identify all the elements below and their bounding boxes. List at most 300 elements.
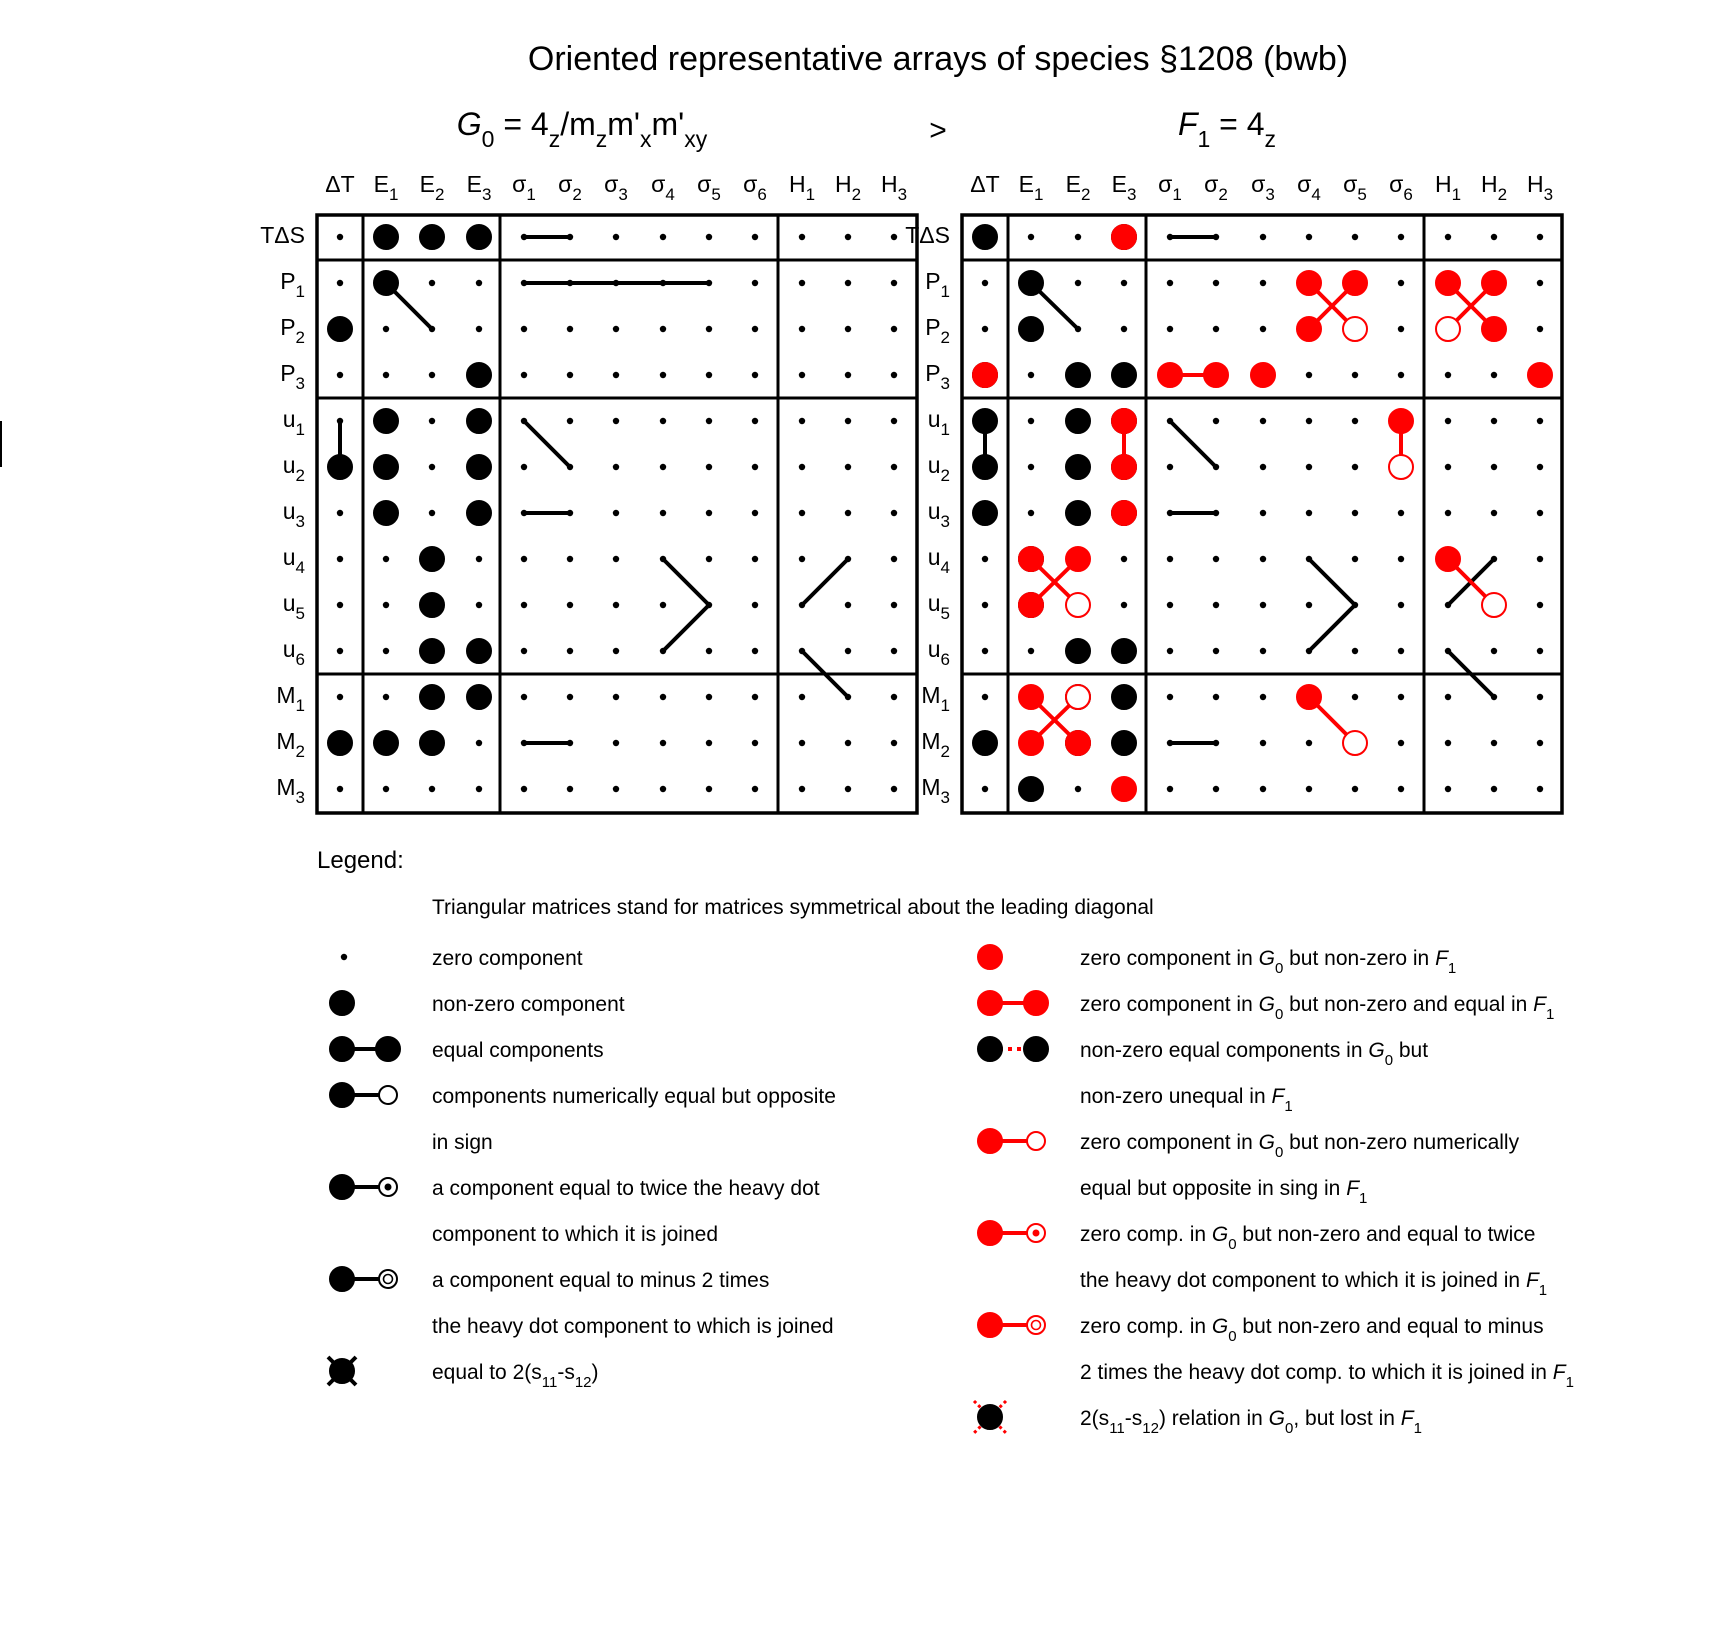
zero-component bbox=[1260, 510, 1266, 516]
zero-component bbox=[567, 740, 573, 746]
text-run: G bbox=[1268, 1407, 1286, 1430]
text-run: H bbox=[834, 171, 852, 197]
zero-component bbox=[799, 234, 805, 240]
text-run: F bbox=[1177, 106, 1198, 142]
text-run: zero component bbox=[432, 947, 583, 970]
subscript: 1 bbox=[295, 282, 305, 301]
legend-heading bbox=[317, 847, 404, 874]
subscript: 3 bbox=[1543, 185, 1554, 204]
subscript: 3 bbox=[940, 788, 950, 807]
legend-dot-symbol bbox=[978, 1129, 1002, 1153]
zero-component bbox=[1398, 556, 1404, 562]
subscript: 0 bbox=[1274, 1006, 1284, 1023]
zero-component bbox=[521, 602, 527, 608]
zero-component bbox=[1352, 648, 1358, 654]
zero-component bbox=[1213, 602, 1219, 608]
zero-component bbox=[1398, 280, 1404, 286]
non-zero-component bbox=[374, 731, 398, 755]
legend-item bbox=[330, 1083, 836, 1154]
zero-component bbox=[1167, 648, 1173, 654]
zero-component bbox=[337, 602, 343, 608]
text-run: zero comp. in bbox=[1080, 1315, 1212, 1338]
subscript: 2 bbox=[295, 328, 305, 347]
zero-component bbox=[1491, 464, 1497, 470]
zero-component bbox=[799, 648, 805, 654]
zero-component bbox=[845, 602, 851, 608]
text-run: F bbox=[1271, 1085, 1285, 1108]
text-run: H bbox=[1480, 171, 1498, 197]
zero-component bbox=[891, 648, 897, 654]
zero-component bbox=[891, 602, 897, 608]
subscript: 1 bbox=[940, 282, 950, 301]
row-label bbox=[921, 774, 950, 807]
column-label bbox=[881, 171, 907, 204]
red-component bbox=[1297, 271, 1321, 295]
text-run: u bbox=[282, 590, 296, 616]
red-component bbox=[1389, 409, 1413, 433]
subscript: 1 bbox=[940, 420, 950, 439]
zero-component bbox=[1445, 740, 1451, 746]
matrix-heading-g0 bbox=[457, 106, 708, 152]
legend-text bbox=[432, 947, 583, 970]
zero-component bbox=[660, 648, 666, 654]
zero-component bbox=[337, 556, 343, 562]
text-run: a component equal to minus 2 times bbox=[432, 1269, 770, 1292]
non-zero-component bbox=[420, 639, 444, 663]
text-run: E bbox=[419, 171, 435, 197]
zero-component bbox=[1352, 786, 1358, 792]
subscript: 3 bbox=[295, 374, 305, 393]
zero-component bbox=[476, 556, 482, 562]
red-component bbox=[1482, 271, 1506, 295]
zero-component bbox=[706, 464, 712, 470]
legend-item bbox=[341, 947, 583, 970]
zero-component bbox=[891, 556, 897, 562]
red-opposite-component bbox=[1436, 317, 1460, 341]
zero-component bbox=[1537, 602, 1543, 608]
non-zero-component bbox=[1066, 501, 1090, 525]
text-run: but non-zero numerically bbox=[1283, 1131, 1520, 1154]
legend-dot-symbol bbox=[978, 1313, 1002, 1337]
row-label bbox=[276, 682, 305, 715]
legend-note bbox=[432, 896, 1154, 919]
zero-component bbox=[337, 694, 343, 700]
row-label bbox=[928, 498, 950, 531]
subscript: 1 bbox=[1359, 1190, 1368, 1207]
subscript: 3 bbox=[1265, 185, 1275, 204]
subscript: x bbox=[640, 126, 652, 152]
zero-component bbox=[799, 694, 805, 700]
legend-item bbox=[330, 1267, 834, 1338]
zero-component bbox=[429, 510, 435, 516]
legend-hollow-symbol bbox=[1027, 1132, 1045, 1150]
zero-component bbox=[613, 740, 619, 746]
legend-text bbox=[1080, 1223, 1535, 1253]
red-component bbox=[1251, 363, 1275, 387]
zero-component bbox=[1306, 786, 1312, 792]
non-zero-component bbox=[374, 409, 398, 433]
red-component bbox=[1112, 777, 1136, 801]
zero-component bbox=[1398, 234, 1404, 240]
zero-component bbox=[1213, 280, 1219, 286]
text-run: Legend: bbox=[317, 847, 404, 874]
row-label bbox=[283, 452, 305, 485]
red-equal-component bbox=[1204, 363, 1228, 387]
zero-component bbox=[1398, 602, 1404, 608]
column-label bbox=[467, 171, 492, 204]
zero-component bbox=[337, 648, 343, 654]
text-run: H bbox=[1526, 171, 1544, 197]
zero-component bbox=[706, 556, 712, 562]
column-label bbox=[1297, 171, 1321, 204]
equal-components-link bbox=[1170, 421, 1216, 467]
legend-text bbox=[432, 993, 625, 1016]
zero-component bbox=[660, 556, 666, 562]
zero-component bbox=[1306, 234, 1312, 240]
non-zero-component bbox=[1066, 363, 1090, 387]
subscript: 4 bbox=[1311, 185, 1321, 204]
zero-component bbox=[567, 648, 573, 654]
text-run: σ bbox=[651, 171, 666, 197]
zero-component bbox=[752, 464, 758, 470]
zero-component bbox=[799, 464, 805, 470]
zero-component bbox=[752, 786, 758, 792]
legend-text bbox=[432, 1039, 604, 1062]
zero-component bbox=[1352, 234, 1358, 240]
zero-component bbox=[521, 326, 527, 332]
zero-component bbox=[845, 510, 851, 516]
column-label bbox=[651, 171, 675, 204]
zero-component bbox=[1445, 694, 1451, 700]
subscript: 0 bbox=[1384, 1052, 1394, 1069]
subscript: z bbox=[595, 126, 608, 152]
zero-component bbox=[1398, 510, 1404, 516]
subscript: 1 bbox=[526, 185, 536, 204]
text-run: E bbox=[1065, 171, 1081, 197]
zero-component bbox=[476, 602, 482, 608]
zero-component bbox=[1167, 510, 1173, 516]
subscript: 5 bbox=[940, 604, 950, 623]
text-run: G bbox=[1368, 1039, 1385, 1062]
subscript: 2 bbox=[940, 742, 950, 761]
red-component bbox=[1436, 271, 1460, 295]
zero-component bbox=[429, 280, 435, 286]
text-run: E bbox=[1111, 171, 1127, 197]
zero-component bbox=[891, 234, 897, 240]
column-label bbox=[1435, 171, 1461, 204]
subscript: 1 bbox=[1565, 1374, 1574, 1391]
zero-component bbox=[982, 786, 988, 792]
text-run: M bbox=[276, 774, 296, 800]
text-run: σ bbox=[512, 171, 527, 197]
subscript: 2 bbox=[1218, 185, 1228, 204]
zero-component bbox=[660, 602, 666, 608]
legend-cross-dot bbox=[978, 1405, 1002, 1429]
subscript: 5 bbox=[295, 604, 305, 623]
zero-component bbox=[613, 418, 619, 424]
subscript: 6 bbox=[940, 650, 950, 669]
text-run: ) bbox=[591, 1361, 599, 1384]
subscript: z bbox=[548, 126, 561, 152]
subscript: 12 bbox=[1142, 1420, 1159, 1437]
subscript: 4 bbox=[665, 185, 675, 204]
zero-component bbox=[1491, 556, 1497, 562]
text-run: P bbox=[280, 314, 296, 340]
red-component bbox=[1019, 685, 1043, 709]
zero-component bbox=[660, 740, 666, 746]
zero-component bbox=[567, 510, 573, 516]
zero-component bbox=[1075, 280, 1081, 286]
zero-component bbox=[706, 372, 712, 378]
subscript: 1 bbox=[940, 696, 950, 715]
zero-component bbox=[1167, 464, 1173, 470]
row-label bbox=[283, 590, 305, 623]
subscript: 0 bbox=[1285, 1420, 1294, 1437]
zero-component bbox=[521, 740, 527, 746]
zero-component bbox=[1167, 234, 1173, 240]
zero-component bbox=[337, 372, 343, 378]
zero-component bbox=[706, 648, 712, 654]
legend-dot-symbol bbox=[978, 1037, 1002, 1061]
zero-component bbox=[1167, 602, 1173, 608]
text-run: F bbox=[1435, 947, 1448, 970]
zero-component bbox=[752, 234, 758, 240]
red-opposite-component bbox=[1343, 317, 1367, 341]
zero-component bbox=[1537, 740, 1543, 746]
zero-component bbox=[1213, 326, 1219, 332]
subscript: 0 bbox=[1274, 960, 1284, 977]
non-zero-component bbox=[1112, 731, 1136, 755]
non-zero-component bbox=[973, 409, 997, 433]
zero-component bbox=[1260, 786, 1266, 792]
text-run: Triangular matrices stand for matrices symmetrical about the leading diagonal bbox=[432, 896, 1154, 919]
non-zero-component bbox=[328, 455, 352, 479]
zero-component bbox=[660, 234, 666, 240]
text-run: P bbox=[925, 314, 941, 340]
zero-component bbox=[891, 510, 897, 516]
text-run: TΔS bbox=[260, 222, 305, 248]
legend-inner-dot bbox=[385, 1184, 392, 1191]
zero-component bbox=[1491, 740, 1497, 746]
column-label bbox=[1481, 171, 1507, 204]
zero-component bbox=[1537, 464, 1543, 470]
text-run: equal but opposite in sing in bbox=[1080, 1177, 1347, 1200]
row-label bbox=[280, 314, 305, 347]
subscript: 1 bbox=[295, 420, 305, 439]
zero-component bbox=[1398, 740, 1404, 746]
column-label bbox=[558, 171, 582, 204]
subscript: 1 bbox=[1284, 1098, 1293, 1115]
equal-components-link bbox=[802, 559, 848, 605]
zero-component bbox=[1445, 648, 1451, 654]
subscript: 0 bbox=[1274, 1144, 1284, 1161]
zero-component bbox=[660, 464, 666, 470]
zero-component bbox=[1306, 510, 1312, 516]
legend-text bbox=[432, 1223, 718, 1246]
red-opposite-component bbox=[1343, 731, 1367, 755]
red-opposite-component bbox=[1389, 455, 1413, 479]
column-label bbox=[1158, 171, 1182, 204]
non-zero-component bbox=[374, 225, 398, 249]
text-run: u bbox=[927, 452, 941, 478]
zero-component bbox=[845, 694, 851, 700]
non-zero-component bbox=[374, 501, 398, 525]
text-run: u bbox=[927, 544, 941, 570]
text-run: the heavy dot component to which is joined bbox=[432, 1315, 834, 1338]
zero-component bbox=[613, 234, 619, 240]
legend-item bbox=[330, 1175, 820, 1246]
text-run: G bbox=[1258, 1131, 1275, 1154]
red-equal-component bbox=[1112, 455, 1136, 479]
text-run: u bbox=[927, 406, 941, 432]
zero-component bbox=[383, 372, 389, 378]
zero-component bbox=[1260, 464, 1266, 470]
red-component bbox=[1066, 547, 1090, 571]
legend-text bbox=[432, 1315, 834, 1338]
zero-component bbox=[1398, 786, 1404, 792]
text-run: -s bbox=[1124, 1407, 1143, 1430]
subscript: 4 bbox=[940, 558, 950, 577]
red-component bbox=[1019, 547, 1043, 571]
legend-text bbox=[1080, 1361, 1574, 1391]
zero-component bbox=[383, 556, 389, 562]
column-label bbox=[1343, 171, 1367, 204]
zero-component bbox=[891, 372, 897, 378]
zero-component bbox=[1260, 740, 1266, 746]
zero-component bbox=[1306, 464, 1312, 470]
zero-component bbox=[521, 556, 527, 562]
column-label bbox=[1112, 171, 1137, 204]
zero-component bbox=[1075, 786, 1081, 792]
subscript: 3 bbox=[940, 512, 950, 531]
zero-component bbox=[613, 510, 619, 516]
text-run: TΔS bbox=[905, 222, 950, 248]
zero-component bbox=[752, 280, 758, 286]
text-run: E bbox=[373, 171, 389, 197]
subscript: 3 bbox=[295, 512, 305, 531]
zero-component bbox=[521, 418, 527, 424]
zero-component bbox=[845, 418, 851, 424]
column-label bbox=[325, 171, 354, 197]
text-run: zero component in bbox=[1080, 993, 1259, 1016]
zero-component bbox=[1213, 234, 1219, 240]
zero-component bbox=[567, 372, 573, 378]
zero-component bbox=[429, 418, 435, 424]
row-label bbox=[260, 222, 305, 248]
zero-component bbox=[1167, 326, 1173, 332]
legend-item bbox=[978, 1221, 1547, 1299]
zero-component bbox=[1167, 740, 1173, 746]
matrix-g0 bbox=[0, 106, 917, 813]
non-zero-component bbox=[467, 225, 491, 249]
subscript: 11 bbox=[1109, 1420, 1125, 1437]
zero-component bbox=[1121, 602, 1127, 608]
zero-component bbox=[613, 326, 619, 332]
text-run: ΔT bbox=[970, 171, 1000, 197]
non-zero-component bbox=[467, 639, 491, 663]
column-label bbox=[1389, 171, 1413, 204]
zero-component bbox=[706, 694, 712, 700]
subscript: 1 bbox=[1447, 960, 1457, 977]
text-run: F bbox=[1552, 1361, 1566, 1384]
subscript: 2 bbox=[295, 742, 305, 761]
text-run: σ bbox=[1297, 171, 1312, 197]
zero-component bbox=[1537, 648, 1543, 654]
zero-component bbox=[706, 234, 712, 240]
zero-component bbox=[613, 372, 619, 378]
zero-component bbox=[567, 694, 573, 700]
zero-component bbox=[845, 740, 851, 746]
red-opposite-component bbox=[1066, 685, 1090, 709]
zero-component bbox=[891, 326, 897, 332]
zero-component bbox=[613, 464, 619, 470]
zero-component bbox=[1121, 326, 1127, 332]
zero-component bbox=[660, 418, 666, 424]
subscript: 1 bbox=[1033, 185, 1044, 204]
non-zero-component bbox=[467, 363, 491, 387]
zero-component bbox=[1352, 418, 1358, 424]
legend-hollow-symbol bbox=[1027, 1316, 1045, 1334]
zero-component bbox=[1028, 372, 1034, 378]
zero-component bbox=[337, 786, 343, 792]
legend-dot-symbol bbox=[978, 945, 1002, 969]
subscript: 3 bbox=[295, 788, 305, 807]
legend-item bbox=[330, 1037, 604, 1062]
zero-component bbox=[1306, 740, 1312, 746]
matrix-heading-f1 bbox=[1178, 106, 1276, 152]
zero-component bbox=[752, 648, 758, 654]
zero-component bbox=[567, 280, 573, 286]
text-run: M bbox=[276, 682, 296, 708]
zero-component bbox=[1537, 786, 1543, 792]
zero-component bbox=[982, 280, 988, 286]
text-run: F bbox=[1346, 1177, 1360, 1200]
text-run: but non-zero in bbox=[1283, 947, 1436, 970]
zero-component bbox=[845, 648, 851, 654]
text-run: component to which it is joined bbox=[432, 1223, 718, 1246]
zero-component bbox=[1075, 326, 1081, 332]
text-run: P bbox=[280, 268, 296, 294]
zero-component bbox=[476, 740, 482, 746]
subscript: 2 bbox=[434, 185, 445, 204]
text-run: u bbox=[282, 406, 296, 432]
zero-component bbox=[1398, 326, 1404, 332]
text-run: m' bbox=[607, 106, 640, 142]
zero-component bbox=[613, 602, 619, 608]
zero-component bbox=[1028, 510, 1034, 516]
legend-item bbox=[978, 1037, 1428, 1115]
text-run: P bbox=[925, 268, 941, 294]
zero-component bbox=[1352, 372, 1358, 378]
zero-component bbox=[1121, 280, 1127, 286]
zero-component bbox=[1491, 418, 1497, 424]
zero-component bbox=[383, 786, 389, 792]
zero-component bbox=[429, 464, 435, 470]
zero-component bbox=[1537, 418, 1543, 424]
column-label bbox=[420, 171, 445, 204]
subscript: 5 bbox=[711, 185, 721, 204]
zero-component bbox=[1028, 418, 1034, 424]
column-label bbox=[1019, 171, 1044, 204]
text-run: F bbox=[1400, 1407, 1414, 1430]
non-zero-component bbox=[467, 501, 491, 525]
matrix-f1 bbox=[0, 106, 1562, 813]
text-run: σ bbox=[1158, 171, 1173, 197]
zero-component bbox=[1537, 510, 1543, 516]
text-run: σ bbox=[604, 171, 619, 197]
oriented-arrays bbox=[0, 106, 1562, 813]
zero-component bbox=[660, 694, 666, 700]
